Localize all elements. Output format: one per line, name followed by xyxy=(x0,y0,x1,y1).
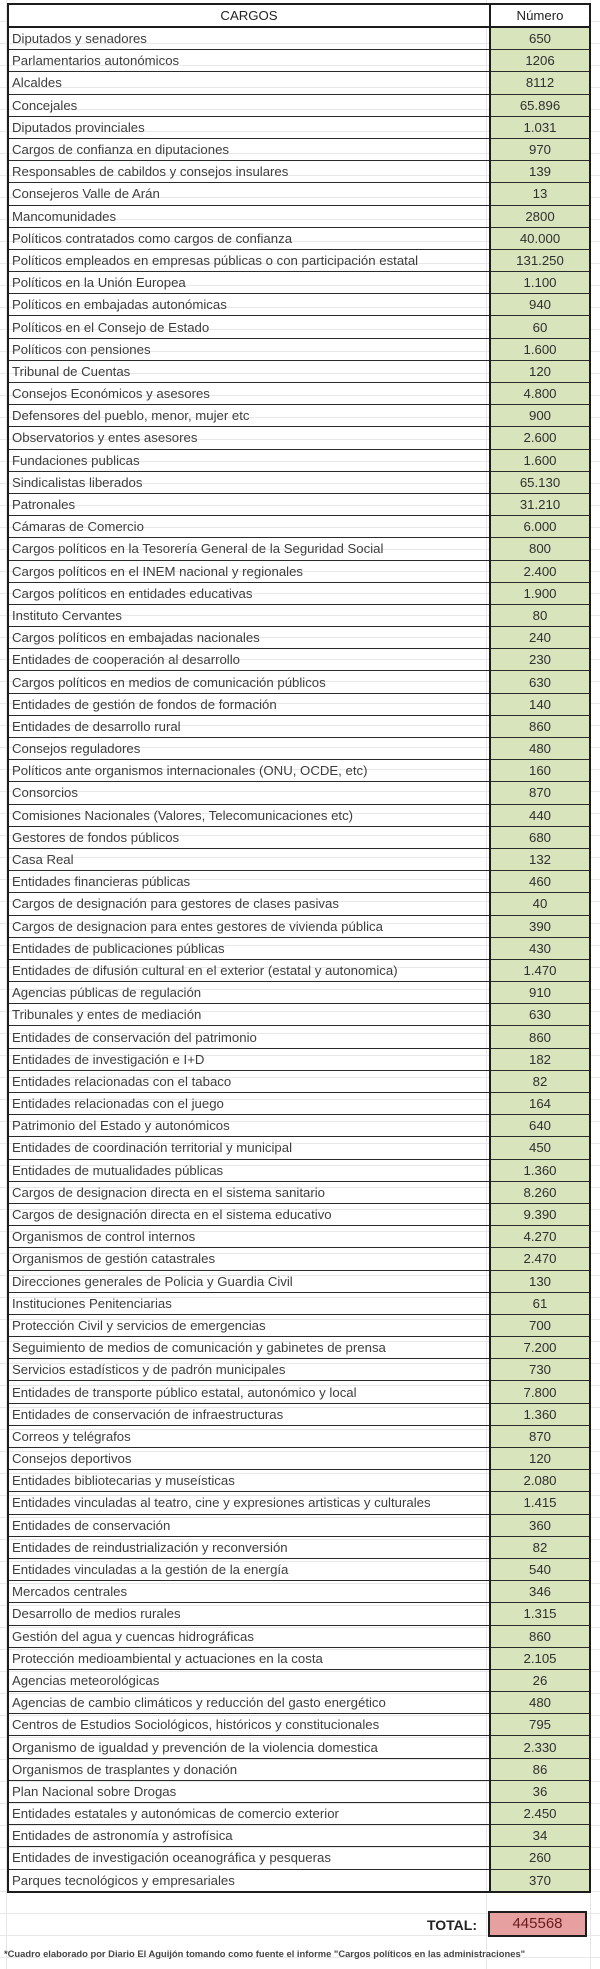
numero-cell[interactable]: 480 xyxy=(490,1692,590,1714)
numero-cell[interactable]: 2.470 xyxy=(490,1248,590,1270)
table-row xyxy=(8,360,590,382)
cargo-cell[interactable]: Entidades estatales y autonómicas de comercio exterior xyxy=(8,1803,490,1825)
table-row xyxy=(8,893,590,915)
table-row xyxy=(8,516,590,538)
table-row xyxy=(8,94,590,116)
table-row xyxy=(8,1359,590,1381)
numero-cell[interactable]: 1.470 xyxy=(490,959,590,981)
cargo-cell[interactable]: Tribunal de Cuentas xyxy=(8,360,490,382)
cargo-cell[interactable]: Entidades de cooperación al desarrollo xyxy=(8,649,490,671)
table-row xyxy=(8,1314,590,1336)
table-row xyxy=(8,649,590,671)
cargo-cell[interactable]: Protección Civil y servicios de emergencias xyxy=(8,1314,490,1336)
table-row xyxy=(8,1625,590,1647)
table-row xyxy=(8,1669,590,1691)
cargo-cell[interactable]: Entidades vinculadas al teatro, cine y expresiones artisticas y culturales xyxy=(8,1492,490,1514)
numero-cell[interactable]: 870 xyxy=(490,782,590,804)
table-row xyxy=(8,1692,590,1714)
numero-cell[interactable]: 1.031 xyxy=(490,116,590,138)
table-row xyxy=(8,1226,590,1248)
cargo-cell[interactable]: Agencias de cambio climáticos y reducción del gasto energético xyxy=(8,1692,490,1714)
numero-cell[interactable]: 65.130 xyxy=(490,471,590,493)
cargo-cell[interactable]: Entidades de conservación del patrimonio xyxy=(8,1026,490,1048)
numero-cell[interactable]: 182 xyxy=(490,1048,590,1070)
table-row xyxy=(8,427,590,449)
numero-cell[interactable]: 346 xyxy=(490,1581,590,1603)
footnote: *Cuadro elaborado por Diario El Aguijón tomando como fuente el informe "Cargos políticos en las administraciones" xyxy=(4,1948,526,1959)
table-row xyxy=(8,272,590,294)
numero-cell[interactable]: 650 xyxy=(490,27,590,50)
table-row xyxy=(8,1026,590,1048)
numero-cell[interactable]: 1.600 xyxy=(490,449,590,471)
numero-cell[interactable]: 260 xyxy=(490,1847,590,1869)
numero-cell[interactable]: 40 xyxy=(490,893,590,915)
numero-cell[interactable]: 2.105 xyxy=(490,1647,590,1669)
numero-cell[interactable]: 26 xyxy=(490,1669,590,1691)
cargo-cell[interactable]: Cargos de confianza en diputaciones xyxy=(8,138,490,160)
cargo-cell[interactable]: Sindicalistas liberados xyxy=(8,471,490,493)
cargo-cell[interactable]: Políticos en la Unión Europea xyxy=(8,272,490,294)
numero-cell[interactable]: 160 xyxy=(490,760,590,782)
table-row xyxy=(8,1847,590,1869)
numero-cell[interactable]: 82 xyxy=(490,1070,590,1092)
table-row xyxy=(8,116,590,138)
cargo-cell[interactable]: Patrimonio del Estado y autonómicos xyxy=(8,1115,490,1137)
cargo-cell[interactable]: Diputados provinciales xyxy=(8,116,490,138)
table-row xyxy=(8,1292,590,1314)
numero-cell[interactable]: 7.200 xyxy=(490,1337,590,1359)
cargo-cell[interactable]: Cargos políticos en embajadas nacionales xyxy=(8,627,490,649)
table-row xyxy=(8,982,590,1004)
table-row xyxy=(8,959,590,981)
cargo-cell[interactable]: Gestión del agua y cuencas hidrográficas xyxy=(8,1625,490,1647)
numero-cell[interactable]: 640 xyxy=(490,1115,590,1137)
cargo-cell[interactable]: Servicios estadísticos y de padrón municipales xyxy=(8,1359,490,1381)
cargo-cell[interactable]: Plan Nacional sobre Drogas xyxy=(8,1780,490,1802)
numero-cell[interactable]: 860 xyxy=(490,715,590,737)
table-row xyxy=(8,1825,590,1847)
numero-cell[interactable]: 870 xyxy=(490,1425,590,1447)
cargo-cell[interactable]: Patronales xyxy=(8,493,490,515)
table-row xyxy=(8,871,590,893)
table-row xyxy=(8,227,590,249)
table-row xyxy=(8,1492,590,1514)
numero-cell[interactable]: 1206 xyxy=(490,50,590,72)
numero-cell[interactable]: 34 xyxy=(490,1825,590,1847)
cargo-cell[interactable]: Entidades de desarrollo rural xyxy=(8,715,490,737)
numero-cell[interactable]: 4.800 xyxy=(490,383,590,405)
table-row xyxy=(8,915,590,937)
total-label: TOTAL: xyxy=(426,1917,477,1933)
header-row xyxy=(8,4,590,27)
table-row xyxy=(8,738,590,760)
total-value-cell[interactable]: 445568 xyxy=(488,1911,587,1937)
numero-cell[interactable]: 440 xyxy=(490,804,590,826)
table-row xyxy=(8,449,590,471)
table-row xyxy=(8,205,590,227)
table-row xyxy=(8,1203,590,1225)
numero-cell[interactable]: 2.330 xyxy=(490,1736,590,1758)
numero-cell[interactable]: 390 xyxy=(490,915,590,937)
numero-cell[interactable]: 13 xyxy=(490,183,590,205)
numero-cell[interactable]: 860 xyxy=(490,1026,590,1048)
numero-cell[interactable]: 1.315 xyxy=(490,1603,590,1625)
table-row xyxy=(8,1048,590,1070)
numero-cell[interactable]: 132 xyxy=(490,848,590,870)
cargo-cell[interactable]: Entidades de coordinación territorial y municipal xyxy=(8,1137,490,1159)
table-row xyxy=(8,1603,590,1625)
numero-cell[interactable]: 540 xyxy=(490,1558,590,1580)
table-row xyxy=(8,1070,590,1092)
numero-cell[interactable]: 131.250 xyxy=(490,249,590,271)
numero-cell[interactable]: 900 xyxy=(490,405,590,427)
numero-cell[interactable]: 130 xyxy=(490,1270,590,1292)
numero-cell[interactable]: 360 xyxy=(490,1514,590,1536)
table-row xyxy=(8,848,590,870)
numero-cell[interactable]: 630 xyxy=(490,671,590,693)
table-row xyxy=(8,693,590,715)
table-row xyxy=(8,1581,590,1603)
numero-cell[interactable]: 140 xyxy=(490,693,590,715)
table-row xyxy=(8,383,590,405)
cargo-cell[interactable]: Protección medioambiental y actuaciones en la costa xyxy=(8,1647,490,1669)
cargo-cell[interactable]: Cargos de designacion directa en el sistema sanitario xyxy=(8,1181,490,1203)
table-row xyxy=(8,138,590,160)
cargo-cell[interactable]: Comisiones Nacionales (Valores, Telecomunicaciones etc) xyxy=(8,804,490,826)
cargo-cell[interactable]: Consejeros Valle de Arán xyxy=(8,183,490,205)
numero-cell[interactable]: 1.100 xyxy=(490,272,590,294)
numero-cell[interactable]: 450 xyxy=(490,1137,590,1159)
table-row xyxy=(8,161,590,183)
numero-cell[interactable]: 8112 xyxy=(490,72,590,94)
numero-cell[interactable]: 4.270 xyxy=(490,1226,590,1248)
numero-cell[interactable]: 2800 xyxy=(490,205,590,227)
table-row xyxy=(8,405,590,427)
numero-cell[interactable]: 80 xyxy=(490,604,590,626)
cargos-table xyxy=(7,3,591,1893)
numero-cell[interactable]: 800 xyxy=(490,538,590,560)
table-row xyxy=(8,1558,590,1580)
cargo-cell[interactable]: Entidades de conservación de infraestructuras xyxy=(8,1403,490,1425)
table-row xyxy=(8,493,590,515)
cargo-cell[interactable]: Defensores del pueblo, menor, mujer etc xyxy=(8,405,490,427)
cargo-cell[interactable]: Entidades de astronomía y astrofísica xyxy=(8,1825,490,1847)
cargo-cell[interactable]: Cargos de designacion para entes gestores de vivienda pública xyxy=(8,915,490,937)
numero-cell[interactable]: 630 xyxy=(490,1004,590,1026)
cargo-cell[interactable]: Parlamentarios autonómicos xyxy=(8,50,490,72)
cargo-cell[interactable]: Parques tecnológicos y empresariales xyxy=(8,1869,490,1892)
cargo-cell[interactable]: Mancomunidades xyxy=(8,205,490,227)
table-row xyxy=(8,50,590,72)
table-row xyxy=(8,715,590,737)
numero-cell[interactable]: 164 xyxy=(490,1093,590,1115)
cargo-cell[interactable]: Entidades de reindustrialización y reconversión xyxy=(8,1536,490,1558)
cargo-cell[interactable]: Seguimiento de medios de comunicación y gabinetes de prensa xyxy=(8,1337,490,1359)
table-row xyxy=(8,27,590,50)
numero-cell[interactable]: 86 xyxy=(490,1758,590,1780)
cargo-cell[interactable]: Mercados centrales xyxy=(8,1581,490,1603)
numero-cell[interactable]: 795 xyxy=(490,1714,590,1736)
cargo-cell[interactable]: Fundaciones publicas xyxy=(8,449,490,471)
numero-cell[interactable]: 480 xyxy=(490,738,590,760)
table-row xyxy=(8,582,590,604)
cargo-cell[interactable]: Entidades financieras públicas xyxy=(8,871,490,893)
numero-cell[interactable]: 460 xyxy=(490,871,590,893)
table-row xyxy=(8,538,590,560)
cargo-cell[interactable]: Cargos políticos en medios de comunicación públicos xyxy=(8,671,490,693)
table-row xyxy=(8,671,590,693)
header-numero[interactable]: Número xyxy=(490,4,590,27)
table-row xyxy=(8,1181,590,1203)
cargo-cell[interactable]: Consejos deportivos xyxy=(8,1448,490,1470)
cargo-cell[interactable]: Tribunales y entes de mediación xyxy=(8,1004,490,1026)
cargo-cell[interactable]: Consorcios xyxy=(8,782,490,804)
cargo-cell[interactable]: Instituciones Penitenciarias xyxy=(8,1292,490,1314)
cargo-cell[interactable]: Entidades de mutualidades públicas xyxy=(8,1159,490,1181)
table-row xyxy=(8,1803,590,1825)
numero-cell[interactable]: 370 xyxy=(490,1869,590,1892)
table-row xyxy=(8,1470,590,1492)
numero-cell[interactable]: 1.360 xyxy=(490,1159,590,1181)
numero-cell[interactable]: 2.450 xyxy=(490,1803,590,1825)
table-row xyxy=(8,1536,590,1558)
cargo-cell[interactable]: Políticos con pensiones xyxy=(8,338,490,360)
cargo-cell[interactable]: Cámaras de Comercio xyxy=(8,516,490,538)
table-body xyxy=(8,27,590,1892)
numero-cell[interactable]: 82 xyxy=(490,1536,590,1558)
numero-cell[interactable]: 1.900 xyxy=(490,582,590,604)
table-row xyxy=(8,294,590,316)
table-row xyxy=(8,249,590,271)
cargo-cell[interactable]: Entidades de difusión cultural en el exterior (estatal y autonomica) xyxy=(8,959,490,981)
table-row xyxy=(8,1093,590,1115)
table-row xyxy=(8,1337,590,1359)
numero-cell[interactable]: 680 xyxy=(490,826,590,848)
table-row xyxy=(8,937,590,959)
numero-cell[interactable]: 1.600 xyxy=(490,338,590,360)
table-row xyxy=(8,1869,590,1892)
cargo-cell[interactable]: Organismos de gestión catastrales xyxy=(8,1248,490,1270)
cargo-cell[interactable]: Políticos empleados en empresas públicas o con participación estatal xyxy=(8,249,490,271)
table-row xyxy=(8,1004,590,1026)
cargo-cell[interactable]: Políticos en el Consejo de Estado xyxy=(8,316,490,338)
table-row xyxy=(8,471,590,493)
cargo-cell[interactable]: Entidades de publicaciones públicas xyxy=(8,937,490,959)
numero-cell[interactable]: 8.260 xyxy=(490,1181,590,1203)
numero-cell[interactable]: 36 xyxy=(490,1780,590,1802)
cargo-cell[interactable]: Direcciones generales de Policia y Guardia Civil xyxy=(8,1270,490,1292)
cargo-cell[interactable]: Consejos Económicos y asesores xyxy=(8,383,490,405)
numero-cell[interactable]: 970 xyxy=(490,138,590,160)
table-row xyxy=(8,1115,590,1137)
cargo-cell[interactable]: Entidades de gestión de fondos de formación xyxy=(8,693,490,715)
table-row xyxy=(8,1780,590,1802)
table-row xyxy=(8,1381,590,1403)
table-row xyxy=(8,1714,590,1736)
table-row xyxy=(8,1425,590,1447)
numero-cell[interactable]: 120 xyxy=(490,360,590,382)
numero-cell[interactable]: 31.210 xyxy=(490,493,590,515)
cargo-cell[interactable]: Entidades de investigación oceanográfica y pesqueras xyxy=(8,1847,490,1869)
numero-cell[interactable]: 6.000 xyxy=(490,516,590,538)
table-row xyxy=(8,1248,590,1270)
numero-cell[interactable]: 61 xyxy=(490,1292,590,1314)
numero-cell[interactable]: 230 xyxy=(490,649,590,671)
numero-cell[interactable]: 860 xyxy=(490,1625,590,1647)
table-row xyxy=(8,627,590,649)
cargo-cell[interactable]: Desarrollo de medios rurales xyxy=(8,1603,490,1625)
cargo-cell[interactable]: Concejales xyxy=(8,94,490,116)
table-row xyxy=(8,1758,590,1780)
table-row xyxy=(8,338,590,360)
cargo-cell[interactable]: Diputados y senadores xyxy=(8,27,490,50)
numero-cell[interactable]: 1.415 xyxy=(490,1492,590,1514)
cargo-cell[interactable]: Entidades relacionadas con el juego xyxy=(8,1093,490,1115)
table-row xyxy=(8,1647,590,1669)
table-row xyxy=(8,1403,590,1425)
cargo-cell[interactable]: Casa Real xyxy=(8,848,490,870)
cargo-cell[interactable]: Observatorios y entes asesores xyxy=(8,427,490,449)
numero-cell[interactable]: 430 xyxy=(490,937,590,959)
table-row xyxy=(8,72,590,94)
table-row xyxy=(8,1448,590,1470)
cargo-cell[interactable]: Entidades de investigación e I+D xyxy=(8,1048,490,1070)
cargo-cell[interactable]: Entidades de transporte público estatal, autonómico y local xyxy=(8,1381,490,1403)
numero-cell[interactable]: 2.400 xyxy=(490,560,590,582)
cargo-cell[interactable]: Cargos de designación directa en el sistema educativo xyxy=(8,1203,490,1225)
cargo-cell[interactable]: Entidades bibliotecarias y museísticas xyxy=(8,1470,490,1492)
table-row xyxy=(8,782,590,804)
table-row xyxy=(8,804,590,826)
numero-cell[interactable]: 700 xyxy=(490,1314,590,1336)
table-row xyxy=(8,183,590,205)
table-row xyxy=(8,604,590,626)
numero-cell[interactable]: 730 xyxy=(490,1359,590,1381)
table-row xyxy=(8,1270,590,1292)
cargo-cell[interactable]: Cargos políticos en el INEM nacional y regionales xyxy=(8,560,490,582)
cargo-cell[interactable]: Entidades vinculadas a la gestión de la energía xyxy=(8,1558,490,1580)
cargo-cell[interactable]: Políticos contratados como cargos de confianza xyxy=(8,227,490,249)
numero-cell[interactable]: 910 xyxy=(490,982,590,1004)
cargo-cell[interactable]: Cargos políticos en la Tesorería General de la Seguridad Social xyxy=(8,538,490,560)
header-cargos[interactable]: CARGOS xyxy=(8,4,490,27)
cargo-cell[interactable]: Agencias públicas de regulación xyxy=(8,982,490,1004)
table-row xyxy=(8,1159,590,1181)
cargo-cell[interactable]: Cargos de designación para gestores de clases pasivas xyxy=(8,893,490,915)
cargo-cell[interactable]: Cargos políticos en entidades educativas xyxy=(8,582,490,604)
cargo-cell[interactable]: Correos y telégrafos xyxy=(8,1425,490,1447)
cargo-cell[interactable]: Organismos de trasplantes y donación xyxy=(8,1758,490,1780)
numero-cell[interactable]: 65.896 xyxy=(490,94,590,116)
table-row xyxy=(8,1736,590,1758)
cargo-cell[interactable]: Organismo de igualdad y prevención de la violencia domestica xyxy=(8,1736,490,1758)
numero-cell[interactable]: 139 xyxy=(490,161,590,183)
numero-cell[interactable]: 2.600 xyxy=(490,427,590,449)
numero-cell[interactable]: 7.800 xyxy=(490,1381,590,1403)
table-row xyxy=(8,316,590,338)
cargo-cell[interactable]: Instituto Cervantes xyxy=(8,604,490,626)
numero-cell[interactable]: 940 xyxy=(490,294,590,316)
numero-cell[interactable]: 9.390 xyxy=(490,1203,590,1225)
cargo-cell[interactable]: Políticos en embajadas autonómicas xyxy=(8,294,490,316)
numero-cell[interactable]: 240 xyxy=(490,627,590,649)
cargo-cell[interactable]: Consejos reguladores xyxy=(8,738,490,760)
cargo-cell[interactable]: Responsables de cabildos y consejos insulares xyxy=(8,161,490,183)
table-row xyxy=(8,826,590,848)
cargo-cell[interactable]: Agencias meteorológicas xyxy=(8,1669,490,1691)
table-row xyxy=(8,1137,590,1159)
table-row xyxy=(8,1514,590,1536)
table-row xyxy=(8,760,590,782)
numero-cell[interactable]: 40.000 xyxy=(490,227,590,249)
cargo-cell[interactable]: Alcaldes xyxy=(8,72,490,94)
table-row xyxy=(8,560,590,582)
cargo-cell[interactable]: Centros de Estudios Sociológicos, históricos y constitucionales xyxy=(8,1714,490,1736)
numero-cell[interactable]: 2.080 xyxy=(490,1470,590,1492)
numero-cell[interactable]: 120 xyxy=(490,1448,590,1470)
cargo-cell[interactable]: Entidades relacionadas con el tabaco xyxy=(8,1070,490,1092)
numero-cell[interactable]: 60 xyxy=(490,316,590,338)
cargo-cell[interactable]: Organismos de control internos xyxy=(8,1226,490,1248)
cargo-cell[interactable]: Gestores de fondos públicos xyxy=(8,826,490,848)
numero-cell[interactable]: 1.360 xyxy=(490,1403,590,1425)
cargo-cell[interactable]: Políticos ante organismos internacionales (ONU, OCDE, etc) xyxy=(8,760,490,782)
cargo-cell[interactable]: Entidades de conservación xyxy=(8,1514,490,1536)
